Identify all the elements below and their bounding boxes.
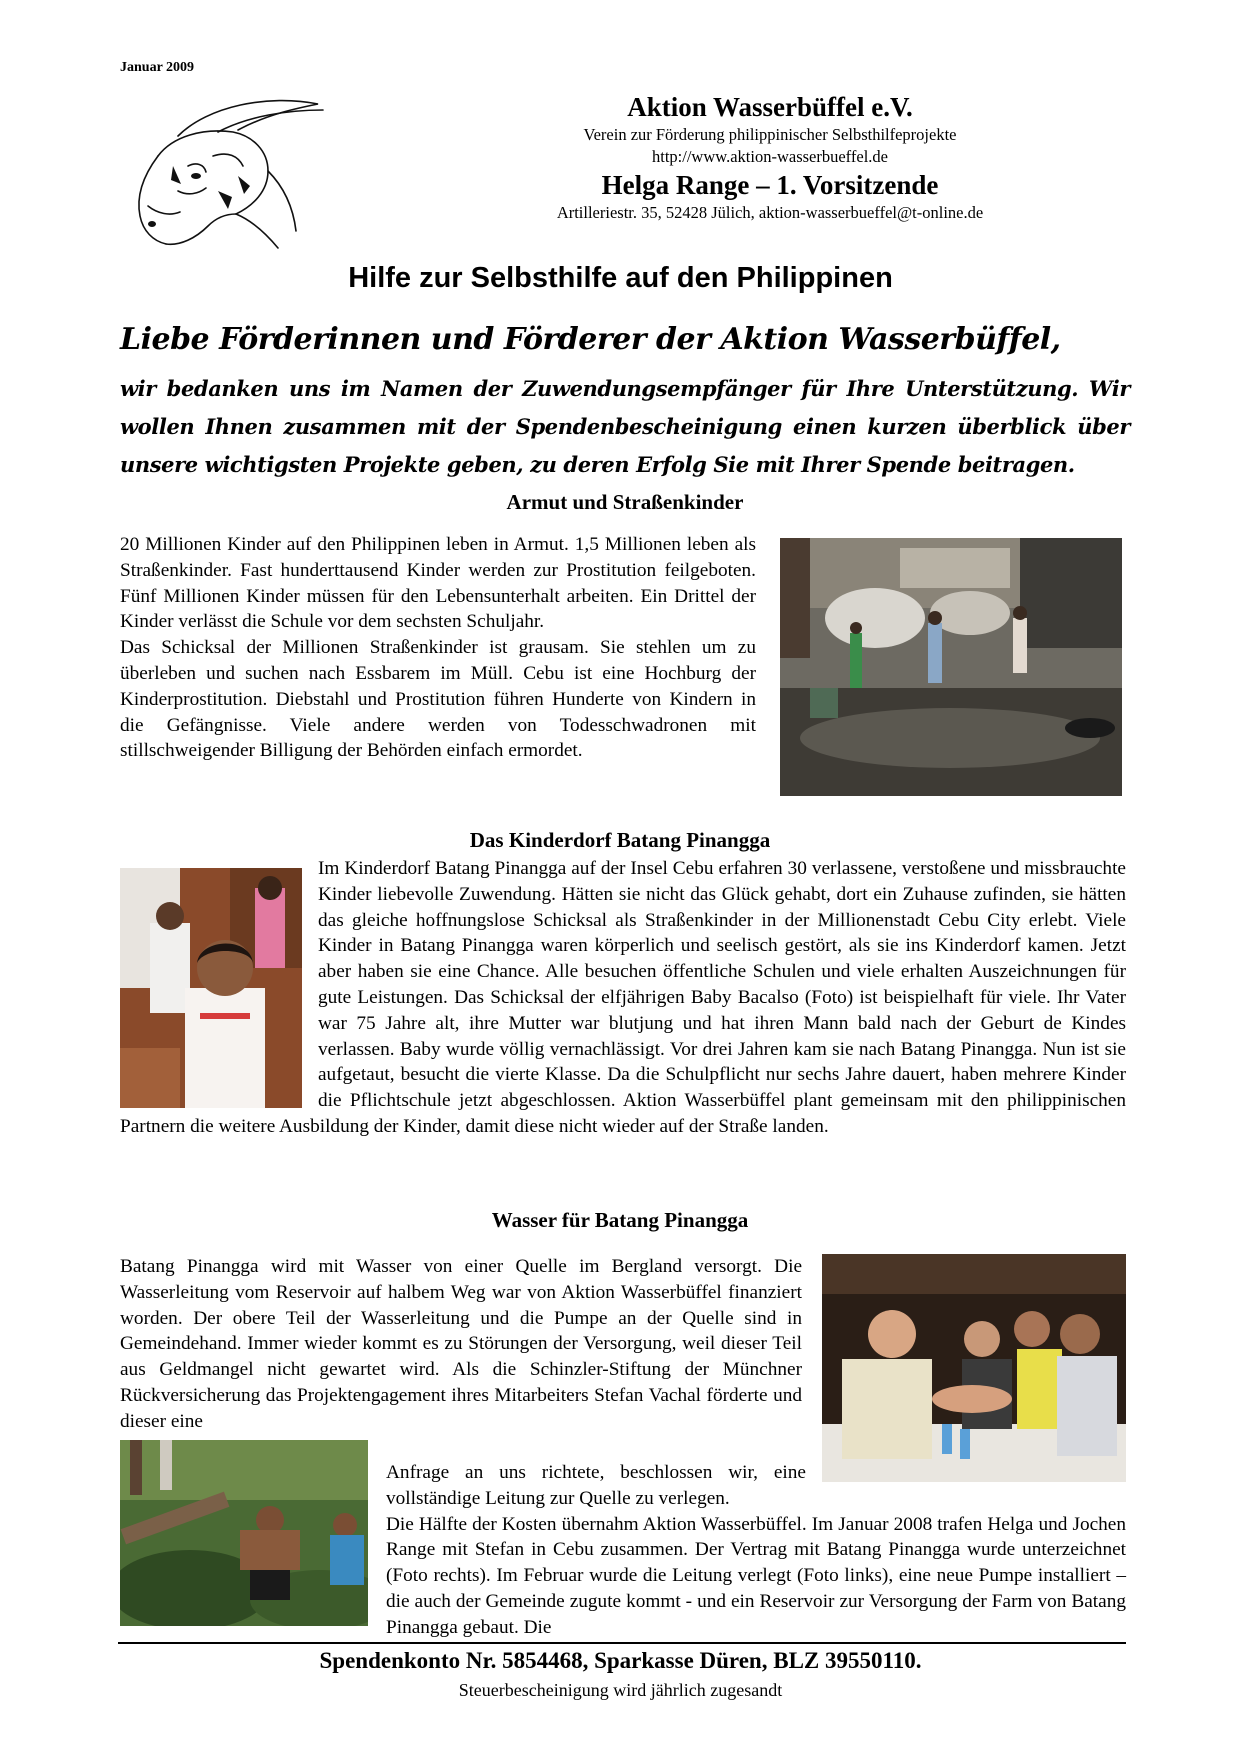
photo-contract-signing (822, 1254, 1126, 1482)
org-address: Artilleriestr. 35, 52428 Jülich, aktion-wasserbueffel@t-online.de (556, 203, 984, 222)
donation-account: Spendenkonto Nr. 5854468, Sparkasse Düren, BLZ 39550110. (319, 1648, 922, 1673)
section-kinderdorf-text (120, 856, 1126, 1140)
footer-divider (118, 1642, 1126, 1644)
org-subtitle: Verein zur Förderung philippinischer Selbsthilfeprojekte (583, 125, 957, 144)
letter-date: Januar 2009 (120, 60, 195, 75)
intro-text: wir bedanken uns im Namen der Zuwendungsempfänger für Ihre Unterstützung. Wir wollen Ihnen zusammen mit der Spendenbescheinigung einen kurzen überblick über unsere wichtigsten Projekte geben, zu deren Erfolg Sie mit Ihrer Spende beitragen. (120, 376, 1130, 477)
org-name: Aktion Wasserbüffel e.V. (627, 92, 913, 122)
photo-pipe-laying (120, 1440, 368, 1626)
greeting: Liebe Förderinnen und Förderer der Aktion Wasserbüffel, (120, 322, 1061, 357)
tax-note: Steuerbescheinigung wird jährlich zugesandt (458, 1680, 783, 1700)
section-wasser-text-2 (386, 1460, 1126, 1641)
heading-wasser: Wasser für Batang Pinangga (491, 1208, 749, 1232)
page-title: Hilfe zur Selbsthilfe auf den Philippinen (348, 262, 893, 294)
wasser-paragraph-3: Die Hälfte der Kosten übernahm Aktion Wasserbüffel. Im Januar 2008 trafen Helga und Jochen Range mit Stefan in Cebu zusammen. Der Vertrag mit Batang Pinangga wurde unterzeichnet (Foto rechts). Im Februar wurde die Leitung verlegt (Foto links), eine neue Pumpe installiert – die auch der Gemeinde zugute kommt - und ein Reservoir zur Versorgung der Farm von Batang Pinangga gebaut. Die (386, 1513, 1126, 1638)
photo-spacer (120, 856, 318, 1108)
wasser-paragraph-2: Anfrage an uns richtete, beschlossen wir, eine vollständige Leitung zur Quelle zu verlegen. (386, 1462, 806, 1509)
photo-street-children (780, 538, 1122, 796)
letter-header (470, 90, 1070, 224)
section-armut-text (120, 532, 756, 764)
wasser-paragraph-1: Batang Pinangga wird mit Wasser von einer Quelle im Bergland versorgt. Die Wasserleitung vom Reservoir auf halbem Weg war von Aktion Wasserbüffel finanziert worden. Der obere Teil der Wasserleitung und die Pumpe an der Quelle sind in Gemeindehand. Immer wieder kommt es zu Störungen der Versorgung, weil dieser Teil aus Geldmangel nicht gewartet wird. Als die Schinzler-Stiftung der Münchner Rückversicherung das Projektengagement ihres Mitarbeiters Stefan Vachal förderte und dieser eine (120, 1256, 802, 1432)
armut-paragraph-2: Das Schicksal der Millionen Straßenkinder ist grausam. Sie stehlen um zu überleben und suchen nach Essbarem im Müll. Cebu ist eine Hochburg der Kinderprostitution. Diebstahl und Prostitution führen Hunderte von Kindern in die Gefängnisse. Viele andere werden von Todesschwadronen mit stillschweigender Billigung der Behörden einfach ermordet. (120, 637, 756, 762)
kinderdorf-paragraph: Im Kinderdorf Batang Pinangga auf der Insel Cebu erfahren 30 verlassene, verstoßene und missbrauchte Kinder liebevolle Zuwendung. Hätten sie nicht das Glück gehabt, dort ein Zuhause zufinden, sie hätten das gleiche hoffnungslose Schicksal als Straßenkinder in der Millionenstadt Cebu City erlebt. Viele Kinder in Batang Pinangga waren körperlich und seelisch gestört, als sie ins Kinderdorf kamen. Jetzt aber haben sie eine Chance. Alle besuchen öffentliche Schulen und viele erhalten Auszeichnungen für gute Leistungen. Das Schicksal der elfjährigen Baby Bacalso (Foto) ist beispielhaft für viele. Ihr Vater war 75 Jahre alt, ihre Mutter war blutjung und hat ihren Mann bald nach der Geburt de Kindes verlassen. Baby wurde völlig vernachlässigt. Vor drei Jahren kam sie nach Batang Pinangga. Nun ist sie aufgetaut, besucht die vierte Klasse. Da die Schulpflicht nur sechs Jahre dauert, haben mehrere Kinder die Pflichtschule jetzt abgeschlossen. Aktion Wasserbüffel plant gemeinsam mit den philippinischen Partnern die weitere Ausbildung der Kinder, damit diese nicht wieder auf der Straße landen. (120, 858, 1126, 1137)
water-buffalo-logo (118, 96, 358, 256)
heading-kinderdorf: Das Kinderdorf Batang Pinangga (469, 828, 771, 852)
heading-armut: Armut und Straßenkinder (506, 490, 744, 514)
armut-paragraph-1: 20 Millionen Kinder auf den Philippinen leben in Armut. 1,5 Millionen leben als Straßenkinder. Fast hunderttausend Kinder werden zur Prostitution feilgeboten. Fünf Millionen Kinder müssen für den Lebensunterhalt arbeiten. Ein Drittel der Kinder verlässt die Schule vor dem sechsten Schuljahr. (120, 534, 756, 633)
org-url: http://www.aktion-wasserbueffel.de (652, 147, 888, 166)
chair-name: Helga Range – 1. Vorsitzende (601, 170, 939, 200)
section-wasser-text (120, 1254, 802, 1435)
